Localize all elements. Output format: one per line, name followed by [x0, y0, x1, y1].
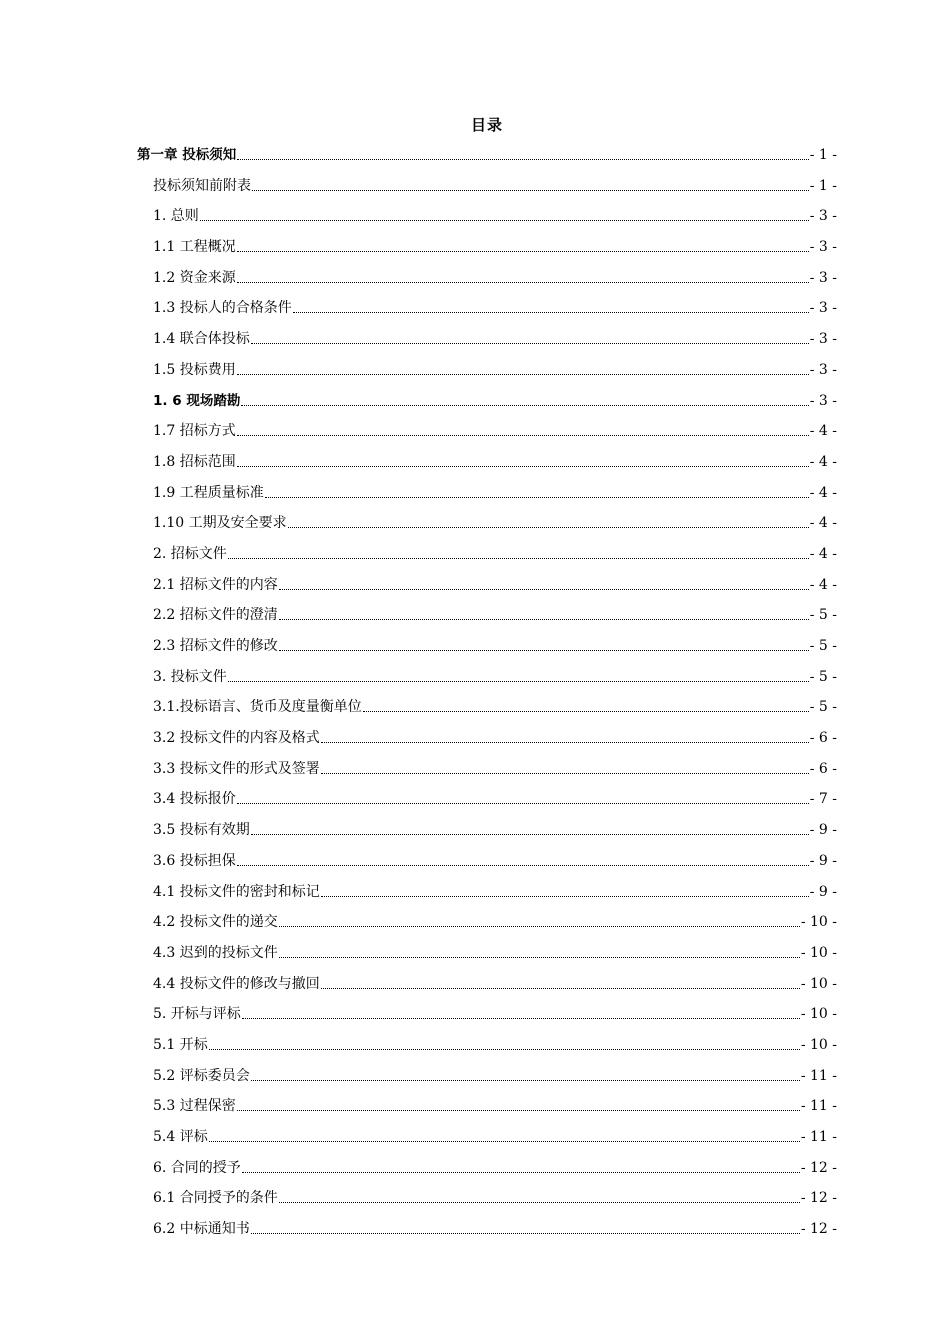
- toc-entry[interactable]: [137, 932, 837, 963]
- toc-entry-page: - 11 -: [800, 1129, 837, 1145]
- toc-entry-label: 投标须知前附表: [153, 177, 251, 194]
- toc-entry-page: - 10 -: [800, 914, 837, 931]
- toc-dot-leader: [320, 728, 810, 748]
- toc-entry-page: - 12 -: [800, 1221, 837, 1238]
- toc-dot-leader: [236, 789, 810, 809]
- toc-dot-leader: [278, 605, 810, 625]
- toc-dot-leader: [320, 974, 801, 994]
- toc-entry-page: - 3 -: [809, 300, 837, 317]
- toc-entry-page: - 4 -: [809, 453, 837, 470]
- toc-dot-leader: [227, 544, 810, 564]
- toc-entry-label: 6.1 合同授予的条件: [153, 1190, 278, 1207]
- toc-entry-label: 1.7 招标方式: [153, 423, 236, 440]
- toc-entry[interactable]: [137, 779, 837, 810]
- toc-entry-page: - 5 -: [809, 638, 837, 654]
- toc-dot-leader: [320, 759, 810, 779]
- toc-dot-leader: [227, 667, 810, 687]
- toc-entry[interactable]: [137, 196, 837, 227]
- toc-dot-leader: [278, 912, 801, 932]
- toc-entry-page: - 10 -: [800, 944, 837, 961]
- toc-entry-label: 5.1 开标: [153, 1036, 208, 1053]
- toc-entry[interactable]: [137, 994, 837, 1025]
- toc-entry-label: 4.2 投标文件的递交: [153, 914, 278, 931]
- toc-entry-page: - 10 -: [800, 975, 837, 992]
- toc-entry-label: 3.2 投标文件的内容及格式: [153, 730, 320, 747]
- toc-entry[interactable]: [137, 1147, 837, 1178]
- toc-entry-label: 2.3 招标文件的修改: [153, 638, 278, 654]
- toc-entry-page: - 5 -: [809, 607, 837, 624]
- toc-dot-leader: [236, 360, 810, 380]
- toc-entry-label: 1.5 投标费用: [153, 361, 236, 378]
- toc-entry-page: - 3 -: [809, 239, 837, 256]
- toc-entry-label: 3.3 投标文件的形式及签署: [153, 760, 320, 777]
- toc-entry[interactable]: [137, 1024, 837, 1055]
- toc-entry-label: 3. 投标文件: [153, 668, 227, 685]
- toc-entry[interactable]: [137, 226, 837, 257]
- toc-entry[interactable]: [137, 411, 837, 442]
- toc-entry-label: 1. 6 现场踏勘: [153, 392, 241, 409]
- toc-entry-label: 4.1 投标文件的密封和标记: [153, 883, 320, 900]
- toc-entry-label: 第一章 投标须知: [137, 147, 237, 163]
- toc-entry-page: - 4 -: [809, 545, 837, 562]
- toc-entry-page: - 9 -: [809, 852, 837, 869]
- toc-entry-page: - 3 -: [809, 361, 837, 378]
- toc-entry-label: 1.1 工程概况: [153, 239, 236, 256]
- toc-entry-page: - 4 -: [809, 423, 837, 440]
- toc-entry-label: 1.8 招标范围: [153, 453, 236, 470]
- toc-entry-page: - 5 -: [809, 699, 837, 716]
- toc-entry-label: 5.3 过程保密: [153, 1098, 236, 1115]
- toc-entry[interactable]: [137, 1208, 837, 1239]
- toc-entry[interactable]: [137, 717, 837, 748]
- toc-entry[interactable]: [137, 809, 837, 840]
- toc-entry[interactable]: [137, 1086, 837, 1117]
- toc-entry[interactable]: [137, 871, 837, 902]
- toc-dot-leader: [278, 575, 810, 595]
- toc-entry-page: - 9 -: [809, 883, 837, 900]
- toc-dot-leader: [287, 513, 810, 533]
- toc-entry[interactable]: [137, 748, 837, 779]
- toc-list: [137, 143, 837, 1239]
- toc-entry[interactable]: [137, 595, 837, 626]
- toc-entry-page: - 9 -: [809, 822, 837, 839]
- toc-entry[interactable]: [137, 625, 837, 656]
- toc-entry-page: - 4 -: [809, 515, 837, 532]
- toc-entry[interactable]: [137, 564, 837, 595]
- toc-entry-label: 2.1 招标文件的内容: [153, 576, 278, 593]
- toc-entry[interactable]: [137, 472, 837, 503]
- toc-entry[interactable]: [137, 963, 837, 994]
- toc-entry-page: - 3 -: [809, 331, 837, 348]
- toc-entry-page: - 1 -: [809, 147, 837, 163]
- toc-dot-leader: [320, 882, 810, 902]
- toc-title: 目录: [470, 116, 503, 134]
- toc-entry-label: 5.4 评标: [153, 1129, 208, 1145]
- toc-dot-leader: [241, 1004, 801, 1024]
- toc-entry[interactable]: [137, 288, 837, 319]
- toc-entry-label: 1.4 联合体投标: [153, 331, 250, 348]
- toc-dot-leader: [362, 697, 810, 717]
- toc-entry-page: - 6 -: [809, 730, 837, 747]
- toc-dot-leader: [199, 206, 810, 226]
- toc-dot-leader: [236, 421, 810, 441]
- toc-dot-leader: [236, 851, 810, 871]
- toc-dot-leader: [236, 237, 810, 257]
- toc-dot-leader: [292, 298, 810, 318]
- toc-entry-label: 1.2 资金来源: [153, 269, 236, 286]
- toc-dot-leader: [241, 1158, 801, 1178]
- toc-entry[interactable]: [137, 1116, 837, 1147]
- toc-entry[interactable]: [137, 503, 837, 534]
- toc-dot-leader: [250, 820, 810, 840]
- toc-entry-label: 4.3 迟到的投标文件: [153, 944, 278, 961]
- toc-dot-leader: [250, 1066, 801, 1086]
- toc-entry[interactable]: [137, 165, 837, 196]
- toc-entry[interactable]: [137, 380, 837, 411]
- toc-entry[interactable]: [137, 1178, 837, 1209]
- toc-entry[interactable]: [137, 257, 837, 288]
- toc-entry-label: 6.2 中标通知书: [153, 1221, 250, 1238]
- toc-entry-page: - 3 -: [809, 392, 837, 409]
- toc-entry-page: - 5 -: [809, 668, 837, 685]
- toc-dot-leader: [250, 1219, 801, 1239]
- toc-entry[interactable]: [137, 840, 837, 871]
- toc-entry[interactable]: [137, 902, 837, 933]
- toc-entry-label: 1.10 工期及安全要求: [153, 515, 287, 532]
- toc-entry-page: - 3 -: [809, 269, 837, 286]
- toc-entry-label: 5. 开标与评标: [153, 1006, 241, 1023]
- toc-dot-leader: [236, 145, 810, 165]
- toc-entry-label: 3.5 投标有效期: [153, 822, 250, 839]
- toc-entry-label: 2. 招标文件: [153, 545, 227, 562]
- toc-entry-page: - 6 -: [809, 760, 837, 777]
- toc-entry-page: - 7 -: [809, 791, 837, 808]
- toc-entry[interactable]: [137, 656, 837, 687]
- toc-entry-page: - 12 -: [800, 1190, 837, 1207]
- toc-entry-page: - 10 -: [800, 1036, 837, 1053]
- toc-entry-page: - 1 -: [809, 177, 837, 194]
- toc-dot-leader: [278, 1188, 801, 1208]
- toc-entry[interactable]: [137, 441, 837, 472]
- toc-entry[interactable]: [137, 687, 837, 718]
- toc-dot-leader: [278, 943, 801, 963]
- toc-entry-label: 6. 合同的授予: [153, 1159, 241, 1176]
- toc-dot-leader: [236, 1096, 801, 1116]
- toc-entry-label: 4.4 投标文件的修改与撤回: [153, 975, 320, 992]
- toc-dot-leader: [208, 1127, 801, 1147]
- toc-entry-page: - 12 -: [800, 1159, 837, 1176]
- toc-dot-leader: [264, 483, 810, 503]
- toc-entry-label: 3.1.投标语言、货币及度量衡单位: [153, 699, 362, 716]
- toc-entry[interactable]: [137, 143, 837, 165]
- toc-entry[interactable]: [137, 1055, 837, 1086]
- toc-entry-page: - 10 -: [800, 1006, 837, 1023]
- toc-entry[interactable]: [137, 533, 837, 564]
- toc-entry-page: - 11 -: [800, 1098, 837, 1115]
- toc-entry-label: 1. 总则: [153, 208, 199, 225]
- toc-dot-leader: [208, 1035, 801, 1055]
- toc-entry-page: - 11 -: [800, 1067, 837, 1084]
- toc-dot-leader: [236, 268, 810, 288]
- toc-dot-leader: [250, 329, 810, 349]
- toc-entry-page: - 4 -: [809, 484, 837, 501]
- toc-dot-leader: [240, 391, 809, 411]
- toc-entry-page: - 4 -: [809, 576, 837, 593]
- toc-entry-label: 2.2 招标文件的澄清: [153, 607, 278, 624]
- toc-entry[interactable]: [137, 318, 837, 349]
- toc-dot-leader: [278, 636, 810, 656]
- toc-entry-page: - 3 -: [809, 208, 837, 225]
- toc-entry[interactable]: [137, 349, 837, 380]
- toc-entry-label: 3.6 投标担保: [153, 852, 236, 869]
- toc-entry-label: 1.3 投标人的合格条件: [153, 300, 292, 317]
- toc-entry-label: 3.4 投标报价: [153, 791, 236, 808]
- toc-dot-leader: [236, 452, 810, 472]
- toc-dot-leader: [251, 176, 810, 196]
- toc-entry-label: 1.9 工程质量标准: [153, 484, 264, 501]
- toc-entry-label: 5.2 评标委员会: [153, 1067, 250, 1084]
